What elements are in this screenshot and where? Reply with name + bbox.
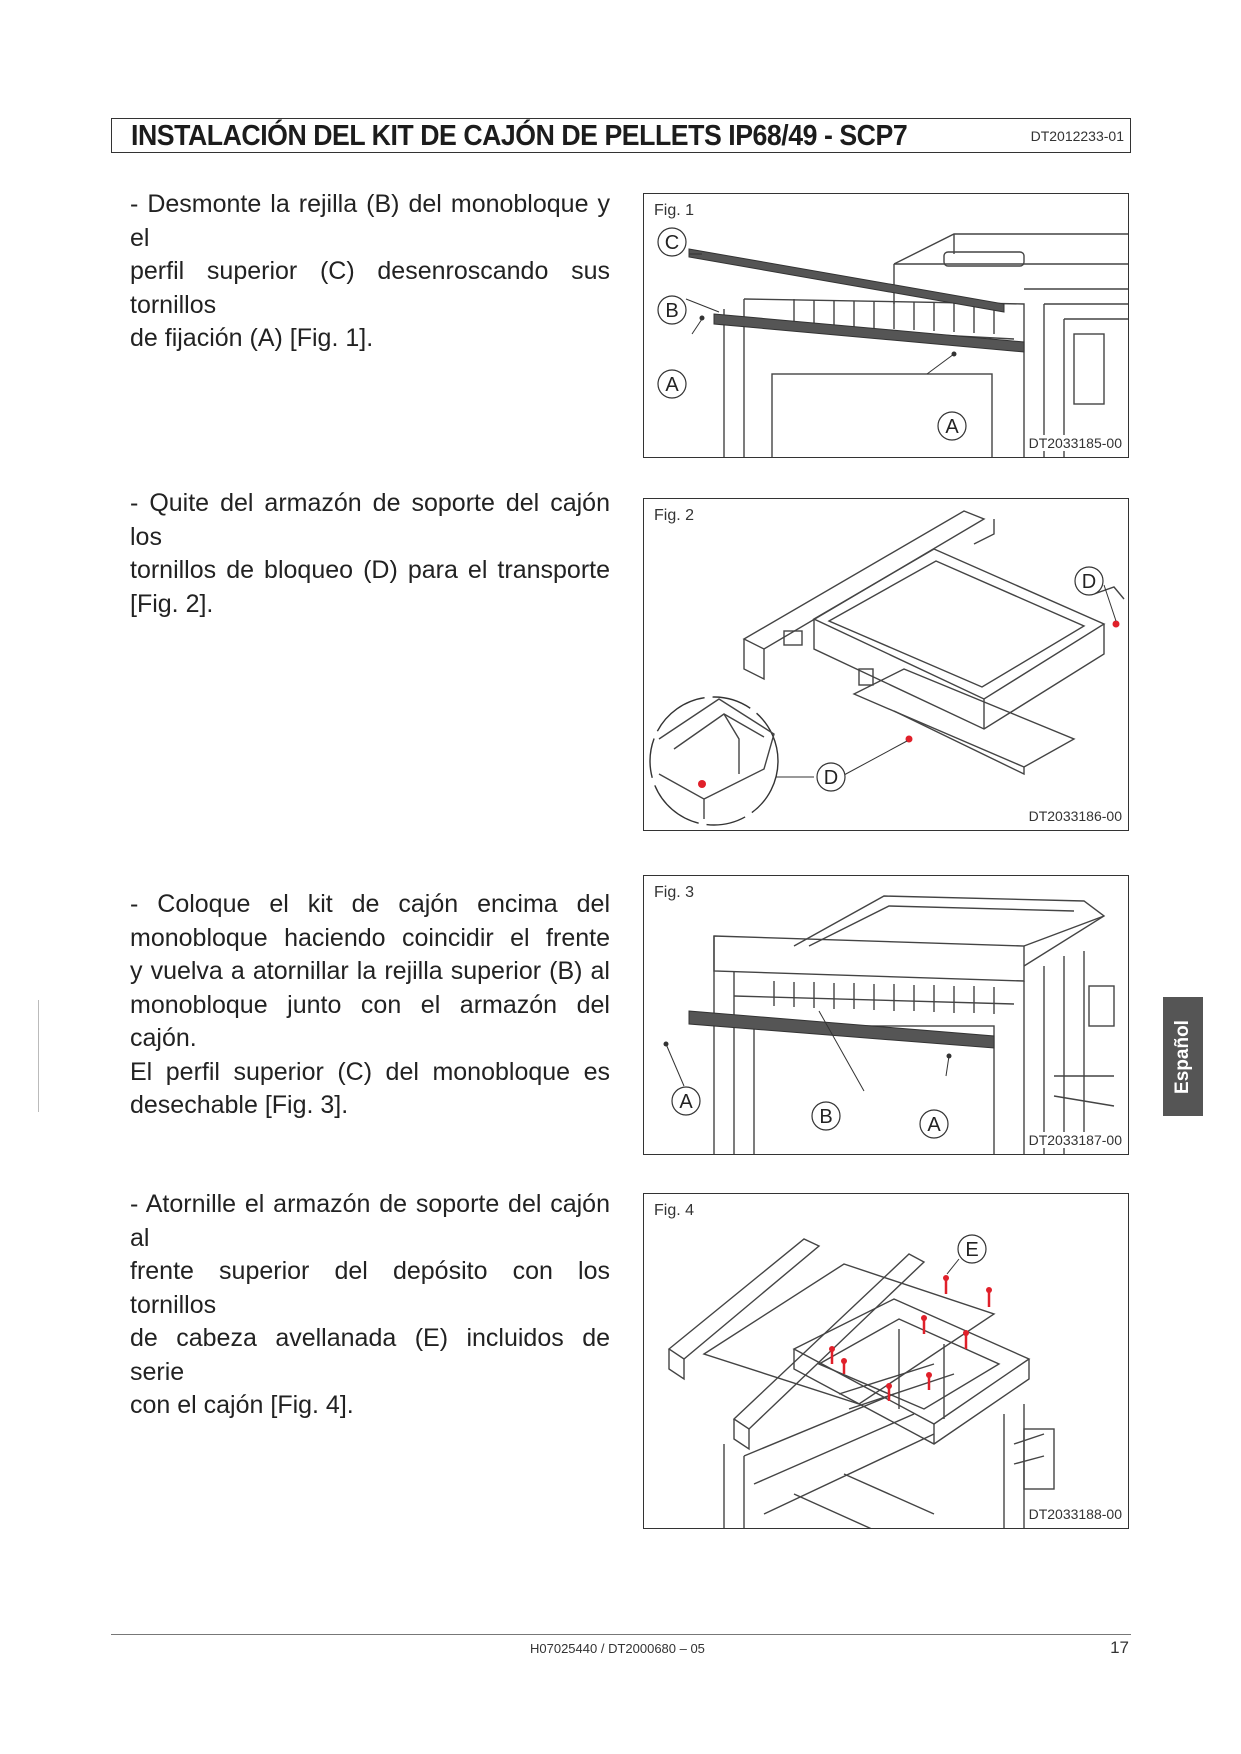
figure-3-drawing: [644, 876, 1129, 1155]
fig1-callout-b: B: [665, 300, 679, 322]
footer-doc-codes: H07025440 / DT2000680 – 05: [530, 1641, 705, 1656]
step-3-line-3: y vuelva a atornillar la rejilla superior (B) al: [130, 957, 610, 985]
language-tab: [1163, 997, 1203, 1116]
step-1-line-1: - Desmonte la rejilla (B) del monobloque y el: [130, 190, 610, 252]
figure-4-label: Fig. 4: [654, 1202, 695, 1219]
step-2-line-1: - Quite del armazón de soporte del cajón los: [130, 489, 610, 551]
step-3-line-5: El perfil superior (C) del monobloque es: [130, 1057, 610, 1086]
figure-1: [643, 193, 1129, 458]
figure-4-code: DT2033188-00: [1026, 1506, 1122, 1522]
figure-1-code: DT2033185-00: [1026, 435, 1122, 451]
figure-3-label: Fig. 3: [654, 884, 695, 901]
page-title: INSTALACIÓN DEL KIT DE CAJÓN DE PELLETS IP68/49 - SCP7: [131, 120, 908, 152]
fig4-callout-e: E: [965, 1239, 979, 1261]
step-3-line-1: - Coloque el kit de cajón encima del: [130, 890, 610, 918]
step-1-text: [130, 188, 610, 356]
step-1-line-2: perfil superior (C) desenroscando sus tornillos: [130, 257, 610, 319]
step-2-text: [130, 487, 610, 621]
figure-2-drawing: [644, 499, 1129, 831]
fig2-callout-d-top: D: [1081, 571, 1097, 593]
figure-2: [643, 498, 1129, 831]
title-doc-ref: DT2012233-01: [1030, 128, 1124, 144]
figure-3: [643, 875, 1129, 1155]
step-2-line-3: [Fig. 2].: [130, 589, 214, 618]
step-3-line-6: desechable [Fig. 3].: [130, 1091, 349, 1119]
step-4-line-3: de cabeza avellanada (E) incluidos de serie: [130, 1324, 610, 1386]
fig1-callout-a-left: A: [665, 374, 679, 396]
fig3-callout-a-right: A: [927, 1114, 941, 1136]
margin-mark: [38, 1000, 39, 1112]
language-tab-label: Español: [1172, 1019, 1193, 1094]
figure-2-code: DT2033186-00: [1026, 808, 1122, 824]
figure-1-label: Fig. 1: [654, 202, 695, 219]
step-4-text: [130, 1188, 610, 1423]
step-1-line-3: de fijación (A) [Fig. 1].: [130, 324, 374, 352]
page-number: 17: [1110, 1638, 1129, 1657]
header-box: [111, 118, 1131, 153]
fig3-callout-a-left: A: [679, 1091, 693, 1113]
step-3-line-2: monobloque haciendo coincidir el frente: [130, 923, 610, 952]
fig2-callout-d-detail: D: [823, 767, 839, 789]
step-3-text: [130, 888, 610, 1123]
figure-4: [643, 1193, 1129, 1529]
step-4-line-1: - Atornille el armazón de soporte del cajón al: [130, 1190, 610, 1252]
figure-2-label: Fig. 2: [654, 507, 695, 524]
step-4-line-2: frente superior del depósito con los tornillos: [130, 1257, 610, 1319]
fig3-callout-b: B: [819, 1106, 833, 1128]
figure-3-code: DT2033187-00: [1026, 1132, 1122, 1148]
fig1-callout-c: C: [664, 232, 680, 254]
figure-1-drawing: [644, 194, 1129, 458]
step-2-line-2: tornillos de bloqueo (D) para el transporte: [130, 556, 610, 584]
step-3-line-4: monobloque junto con el armazón del cajón.: [130, 990, 610, 1052]
fig1-callout-a-right: A: [945, 416, 959, 438]
footer-divider: [111, 1634, 1131, 1635]
figure-4-drawing: [644, 1194, 1129, 1529]
step-4-line-4: con el cajón [Fig. 4].: [130, 1391, 354, 1419]
